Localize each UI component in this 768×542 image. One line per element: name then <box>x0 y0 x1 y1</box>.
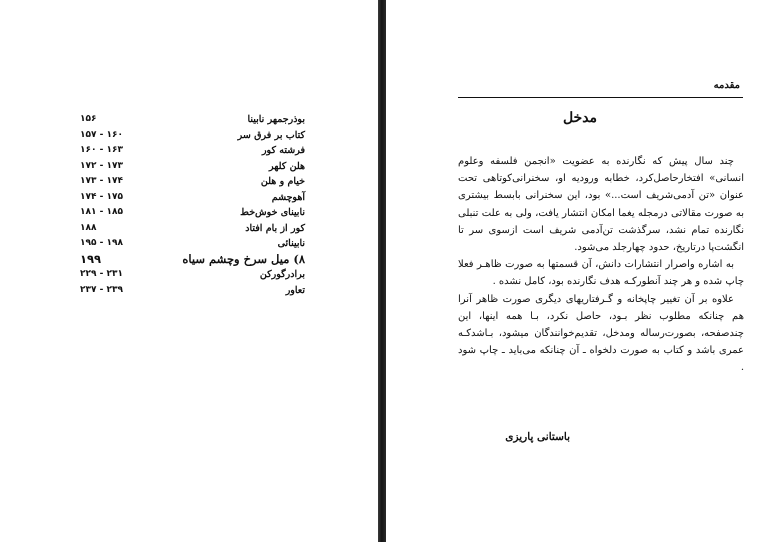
toc-title: کور از بام افتاد <box>245 222 305 234</box>
toc-entry <box>80 221 305 237</box>
toc-entry <box>80 159 305 175</box>
toc-entry <box>80 112 305 128</box>
toc-page-range: ۱۷۴ - ۱۷۵ <box>80 191 123 202</box>
paragraph: چند سال پیش که نگارنده به عضویت «انجمن فلسفه وعلوم انسانی» افتخارحاصل‌کرد، خطابه ورودیه او، سخنرانی‌کوتاهی تحت عنوان «تن آدمی‌شریف است...» بود، این سخنرانی بابسط بیشتری به صورت مقالاتی درمجله یغما امکان انتشار یافت، ولی به علت تنبلی نگارنده تمام نشد، سرگذشت تن‌آدمی شریف است ازسوی سر تا انگشت‌پا درتاریخ، حدود چهارجلد می‌شود. <box>458 156 744 254</box>
toc-title: خیام و هلن <box>260 176 305 187</box>
toc-page-range: ۱۵۶ <box>80 114 97 124</box>
author-signature: باستانی پاریزی <box>505 431 570 443</box>
toc-entry <box>80 252 305 268</box>
toc-page-range: ۱۹۹ <box>80 251 102 266</box>
left-page <box>0 0 380 542</box>
toc-title: ۸) میل سرخ وچشم سیاه <box>182 251 305 266</box>
book-spine <box>378 0 386 542</box>
running-header: مقدمه <box>713 80 740 91</box>
toc-title: نابینائی <box>277 238 305 249</box>
toc-entry <box>80 143 305 159</box>
toc-page-range: ۱۷۲ - ۱۷۳ <box>80 160 123 171</box>
toc-entry <box>80 190 305 206</box>
toc-page-range: ۱۷۳ - ۱۷۴ <box>80 176 123 186</box>
toc-title: تعاور <box>285 284 305 296</box>
toc-entry <box>80 205 305 221</box>
toc-page-range: ۲۲۹ - ۲۳۱ <box>80 269 123 279</box>
toc-page-range: ۱۸۱ - ۱۸۵ <box>80 207 123 217</box>
toc-title: نابینای خوش‌خط <box>240 207 305 218</box>
toc-title: فرشته کور <box>261 145 305 156</box>
paragraph: به اشاره واصرار انتشارات دانش، آن قسمتها به صورت ظاهـر فعلا چاپ شده و هر چند آنطورکـه هدف نگارنده بود، کامل نشده . <box>458 259 744 288</box>
introduction-text <box>458 153 744 377</box>
header-rule <box>458 97 743 98</box>
toc-page-range: ۲۳۷ - ۲۳۹ <box>80 284 123 295</box>
toc-page-range: ۱۶۰ - ۱۶۳ <box>80 145 123 155</box>
toc-entry <box>80 283 305 299</box>
section-title: مدخل <box>562 110 598 126</box>
table-of-contents <box>80 112 305 298</box>
toc-entry <box>80 236 305 252</box>
toc-title: بوذرجمهر نابینا <box>247 114 305 125</box>
toc-title: کتاب بر فرق سر <box>237 129 305 141</box>
toc-entry <box>80 128 305 144</box>
toc-page-range: ۱۸۸ <box>80 222 97 233</box>
toc-title: هلن کلهر <box>269 160 305 172</box>
toc-page-range: ۱۵۷ - ۱۶۰ <box>80 129 123 140</box>
toc-title: آهوچشم <box>271 191 305 203</box>
toc-page-range: ۱۹۵ - ۱۹۸ <box>80 238 123 248</box>
toc-entry <box>80 267 305 283</box>
paragraph: علاوه بر آن تغییر چاپخانه و گـرفتاریهای دیگری صورت ظاهر آنرا هم چنانکه مطلوب نظر بـود، حاصل نکرد، بـا همه اینها، این چندصفحه، بصورت‌رساله ومدخل، تقدیم‌خوانندگان میشود، بـاشدکـه عمری باشد و کتاب به صورت دلخواه ـ آن چنانکه می‌باید ـ چاپ شود . <box>458 293 744 374</box>
toc-entry <box>80 174 305 190</box>
toc-title: برادرگورکن <box>259 269 305 280</box>
